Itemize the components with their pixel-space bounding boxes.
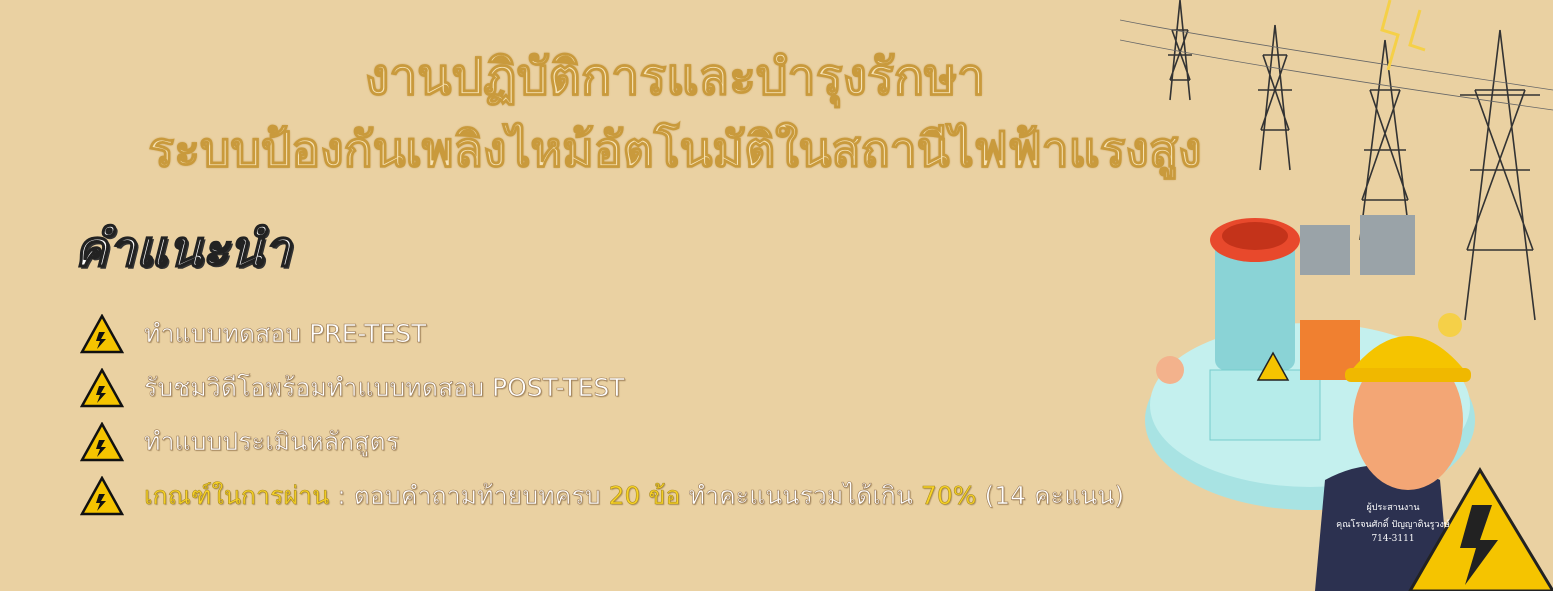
item-evaluation-text: ทำแบบประเมินหลักสูตร: [144, 427, 400, 456]
coordinator-name: คุณโรจนศักดิ์ ปัญญาดินรูวงษ์: [1336, 520, 1450, 530]
list-item: [80, 366, 625, 410]
criteria-count: 20 ข้อ: [608, 481, 681, 510]
item-posttest-text: รับชมวิดีโอพร้อมทำแบบทดสอบ POST-TEST: [144, 373, 625, 402]
lightning-icon: [1382, 0, 1425, 70]
criteria-sep: : ตอบคำถามท้ายบทครบ: [329, 481, 609, 510]
title-line-1: งานปฏิบัติการและบำรุงรักษา: [364, 48, 986, 106]
instructions-heading: คำแนะนำ: [74, 220, 292, 278]
coordinator-label: ผู้ประสานงาน: [1366, 503, 1420, 513]
criteria-tail: (14 คะแนน): [976, 481, 1125, 510]
coordinator-phone: 714-3111: [1371, 534, 1415, 544]
list-item: [80, 474, 1124, 518]
warning-icon: [80, 368, 124, 408]
warning-icon: [80, 314, 124, 354]
criteria-mid: ทำคะแนนรวมได้เกิน: [680, 481, 921, 510]
criteria-percent: 70%: [920, 481, 977, 510]
warning-icon: [80, 422, 124, 462]
list-item: [80, 420, 399, 464]
criteria-label: เกณฑ์ในการผ่าน: [144, 481, 330, 510]
item-criteria-text: [144, 476, 1124, 516]
list-item: [80, 312, 426, 356]
item-pretest-text: ทำแบบทดสอบ PRE-TEST: [144, 319, 427, 348]
title-line-2: ระบบป้องกันเพลิงไหม้อัตโนมัติในสถานีไฟฟ้าแรงสูง: [148, 122, 1202, 178]
transformer: [1300, 225, 1350, 275]
warning-icon: [80, 476, 124, 516]
